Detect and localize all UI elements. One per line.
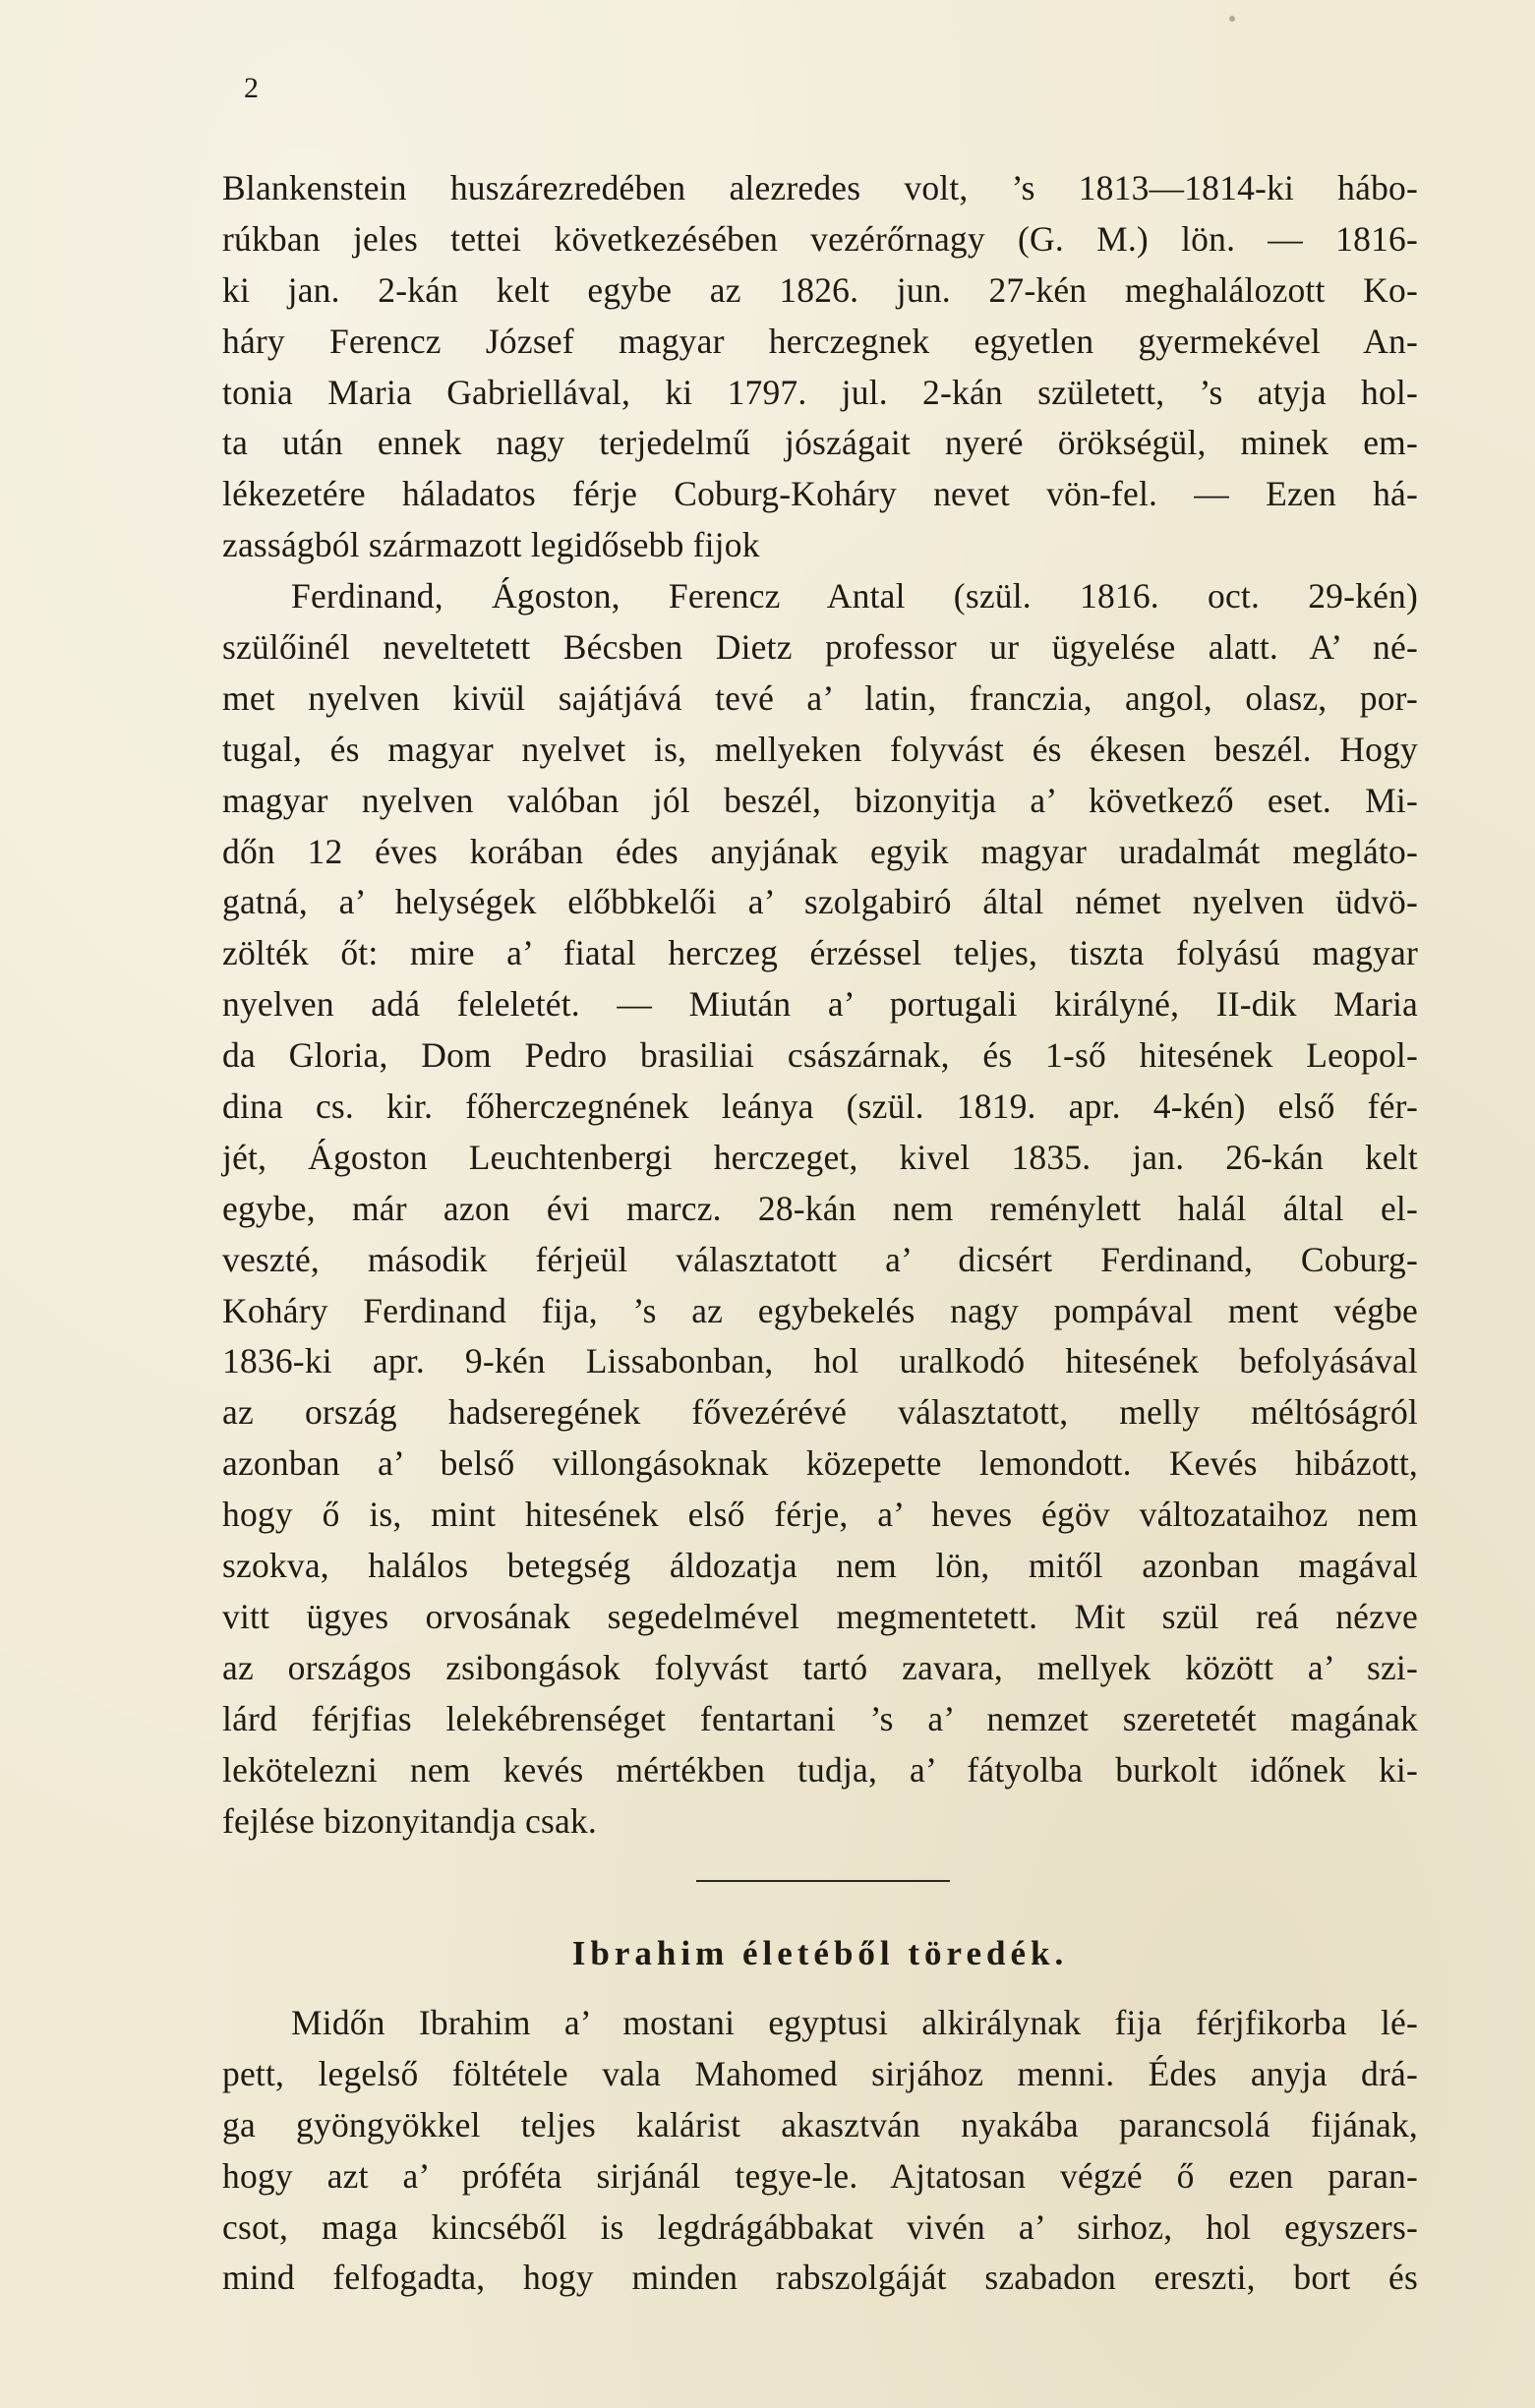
text-line: zasságból származott legidősebb fijok (222, 525, 760, 565)
text-line: nyelven adá feleletét. — Miután a’ portugali királyné, II-dik Maria (222, 984, 1418, 1025)
text-line: tonia Maria Gabriellával, ki 1797. jul. 2-kán született, ’s atyja hol- (222, 372, 1418, 412)
text-line: az ország hadseregének fővezérévé választatott, melly méltóságról (222, 1392, 1418, 1433)
text-line: szokva, halálos betegség áldozatja nem lön, mitől azonban magával (222, 1546, 1418, 1586)
text-line: vitt ügyes orvosának segedelmével megmentetett. Mit szül reá nézve (222, 1596, 1418, 1636)
text-line: Midőn Ibrahim a’ mostani egyptusi alkirálynak fija férjfikorba lé- (291, 2003, 1418, 2042)
ink-speck (1229, 16, 1235, 22)
text-line: jét, Ágoston Leuchtenbergi herczeget, kivel 1835. jan. 26-kán kelt (222, 1137, 1418, 1177)
text-line: Ferdinand, Ágoston, Ferencz Antal (szül. 1816. oct. 29-kén) (291, 576, 1418, 617)
text-line: lárd férjfias lelekébrenséget fentartani ’s a’ nemzet szeretetét magának (222, 1698, 1418, 1738)
text-line: met nyelven kivül sajátjává tevé a’ latin, franczia, angol, olasz, por- (222, 677, 1418, 718)
text-line: veszté, második férjeül választatott a’ dicsért Ferdinand, Coburg- (222, 1239, 1418, 1279)
text-line: hogy azt a’ próféta sirjánál tegye-le. Ajtatosan végzé ő ezen paran- (222, 2155, 1418, 2196)
text-line: szülőinél neveltetett Bécsben Dietz professor ur ügyelése alatt. A’ né- (222, 627, 1418, 668)
text-line: magyar nyelven valóban jól beszél, bizonyitja a’ következő eset. Mi- (222, 780, 1418, 820)
page-number: 2 (244, 72, 259, 104)
text-line: az országos zsibongások folyvást tartó zavara, mellyek között a’ szi- (222, 1647, 1418, 1687)
paragraph-continued (222, 163, 1418, 571)
text-line: da Gloria, Dom Pedro brasiliai császárnak, és 1-ső hitesének Leopol- (222, 1035, 1418, 1076)
section-divider (696, 1880, 950, 1882)
section-heading: Ibrahim életéből töredék. (571, 1934, 1069, 1972)
text-line: ki jan. 2-kán kelt egybe az 1826. jun. 27-kén meghalálozott Ko- (222, 269, 1418, 310)
text-line: dina cs. kir. főherczegnének leánya (szül. 1819. apr. 4-kén) első fér- (222, 1087, 1418, 1127)
text-line: ga gyöngyökkel teljes kalárist akasztván nyakába parancsolá fijának, (222, 2104, 1418, 2144)
text-line: Blankenstein huszárezredében alezredes volt, ’s 1813—1814-ki hábo- (222, 168, 1418, 207)
text-line: pett, legelső föltétele vala Mahomed sirjához menni. Édes anyja drá- (222, 2053, 1418, 2093)
text-line: háry Ferencz József magyar herczegnek egyetlen gyermekével An- (222, 321, 1418, 361)
paragraph-ferdinand (222, 571, 1418, 1847)
text-line: ta után ennek nagy terjedelmű jószágait nyeré örökségül, minek em- (222, 423, 1418, 463)
text-line: Koháry Ferdinand fija, ’s az egybekelés nagy pompával ment végbe (222, 1290, 1418, 1330)
text-line: mind felfogadta, hogy minden rabszolgáját szabadon ereszti, bort és (222, 2258, 1418, 2298)
text-line: azonban a’ belső villongásoknak közepette lemondott. Kevés hibázott, (222, 1443, 1418, 1484)
text-line: lékezetére háladatos férje Coburg-Koháry nevet vön-fel. — Ezen há- (222, 474, 1418, 514)
text-line: zölték őt: mire a’ fiatal herczeg érzéssel teljes, tiszta folyású magyar (222, 933, 1418, 973)
text-line: fejlése bizonyitandja csak. (222, 1800, 597, 1841)
body-text-ibrahim (222, 1998, 1418, 2304)
text-line: lekötelezni nem kevés mértékben tudja, a’ fátyolba burkolt időnek ki- (222, 1749, 1418, 1790)
text-line: hogy ő is, mint hitesének első férje, a’ heves égöv változataihoz nem (222, 1495, 1418, 1535)
text-line: dőn 12 éves korában édes anyjának egyik magyar uradalmát meglátо- (222, 831, 1418, 871)
body-text (222, 163, 1418, 1847)
text-line: tugal, és magyar nyelvet is, mellyeken folyvást és ékesen beszél. Hogy (222, 729, 1418, 769)
text-line: gatná, a’ helységek előbbkelői a’ szolgabiró által német nyelven üdvö- (222, 882, 1418, 922)
text-line: csot, maga kincséből is legdrágábbakat vivén a’ sirhoz, hol egyszers- (222, 2206, 1418, 2247)
text-line: rúkban jeles tettei következésében vezérőrnagy (G. M.) lön. — 1816- (222, 218, 1418, 259)
text-line: egybe, már azon évi marcz. 28-kán nem reménylett halál által el- (222, 1188, 1418, 1228)
text-line: 1836-ki apr. 9-kén Lissabonban, hol uralkodó hitesének befolyásával (222, 1341, 1418, 1381)
